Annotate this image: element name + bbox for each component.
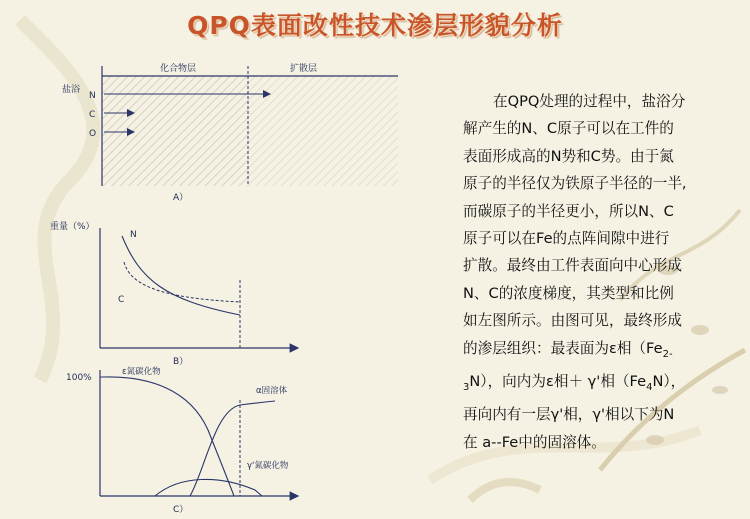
para-line: 原子可以在Fe的点阵间隙中进行 (463, 230, 670, 248)
diffusion-layer-region (248, 76, 398, 186)
para-subscript: 4 (646, 381, 653, 393)
para-text: N），向内为ε相＋ γ'相（Fe (469, 372, 647, 390)
para-line: 扩散。最终由工件表面向中心形成 (463, 257, 682, 275)
compound-layer-label: 化合物层 (160, 64, 197, 74)
diffusion-layer-label: 扩散层 (290, 64, 318, 74)
para-line: 在QPQ处理的过程中，盐浴分 (493, 93, 686, 110)
para-line: 再向内有一层γ'相，γ'相以下为N (463, 406, 675, 424)
para-line (463, 335, 723, 368)
para-line: 解产生的N、C原子可以在工件的 (463, 120, 674, 138)
epsilon-curve (104, 377, 234, 496)
n-curve (122, 236, 240, 315)
y-tick-100: 100% (66, 373, 92, 383)
page-title: QPQ表面改性技术渗层形貌分析 (187, 11, 563, 40)
para-line: 而碳原子的半径更小，所以N、C (463, 202, 674, 220)
salt-bath-label: 盐浴 (62, 85, 81, 95)
figure-b (50, 220, 298, 367)
para-subscript: 3 (463, 381, 470, 393)
element-c-label: C (89, 110, 96, 120)
n-curve-label: N (130, 230, 137, 240)
figure-b-ylabel: 重量（%） (50, 222, 95, 232)
para-text: 的渗层组织：最表面为ε相（Fe (463, 339, 663, 357)
figure-a-caption: A） (173, 193, 189, 203)
gamma-curve (155, 479, 262, 496)
para-line: 如左图所示。由图可见，最终形成 (463, 312, 682, 330)
figure-b-caption: B） (173, 357, 189, 367)
para-line (463, 368, 723, 401)
para-line: N、C的浓度梯度，其类型和比例 (463, 284, 674, 302)
c-curve-label: C (118, 295, 125, 305)
gamma-label: γ'氮碳化物 (247, 461, 289, 471)
c-curve (124, 262, 240, 302)
alpha-label: α固溶体 (256, 386, 288, 396)
alpha-curve (190, 401, 275, 496)
para-text: N）， (652, 372, 686, 390)
epsilon-label: ε氮碳化物 (122, 367, 161, 377)
element-n-label: N (89, 91, 96, 101)
figure-a (62, 62, 398, 203)
figure-c (66, 366, 298, 515)
para-line: 在 a--Fe中的固溶体。 (463, 433, 606, 451)
element-o-label: O (89, 129, 97, 139)
para-line: 原子的半径仅为铁原子半径的一半, (463, 175, 687, 193)
para-subscript: 2- (662, 348, 673, 360)
compound-layer-region (102, 76, 248, 186)
figure-c-caption: C） (173, 505, 189, 515)
para-line: 表面形成高的N势和C势。由于氮 (463, 147, 674, 165)
description-paragraph (463, 88, 723, 456)
